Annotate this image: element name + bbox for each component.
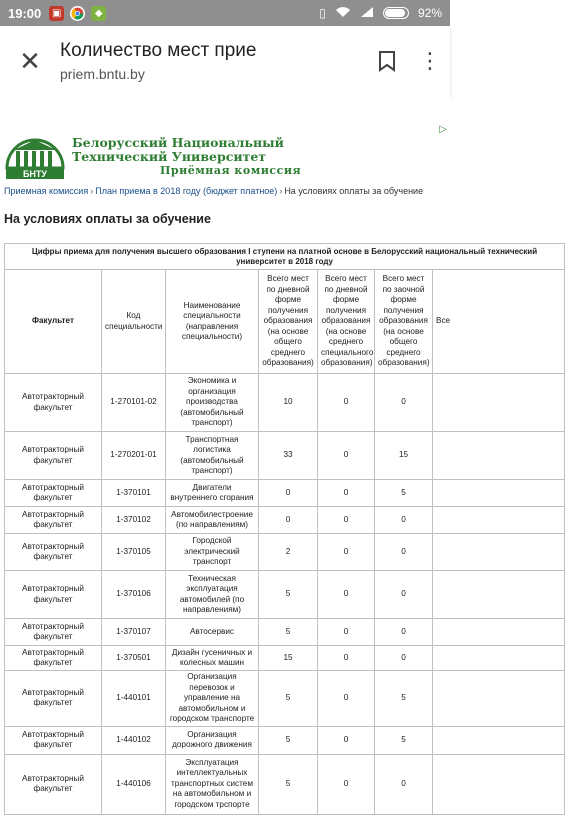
breadcrumb-current: На условиях оплаты за обучение <box>284 186 424 196</box>
vibrate-icon: ▯ <box>319 6 326 20</box>
table-caption: Цифры приема для получения высшего образования I ступени на платной основе в Белорусский национальный технический университет в 2018 году <box>5 244 565 270</box>
cell-specialty: Организация перевозок и управление на автомобильном и городском транспорте <box>166 671 259 727</box>
battery-percent: 92% <box>417 6 442 20</box>
cell-day-general: 5 <box>259 619 318 646</box>
cell-day-special: 0 <box>318 507 375 534</box>
cell-faculty: Автотракторный факультет <box>5 374 102 432</box>
university-name <box>72 136 284 164</box>
col-header-day-special: Всего мест по дневной форме получения образования (на основе среднего специального образования) <box>318 270 375 374</box>
page-heading: На условиях оплаты за обучение <box>4 212 211 226</box>
cell-code: 1-440106 <box>102 754 166 814</box>
chrome-icon <box>70 6 85 21</box>
table-row <box>5 619 565 646</box>
cell-specialty: Техническая эксплуатация автомобилей (по направлениям) <box>166 571 259 619</box>
cell-specialty: Двигатели внутреннего сгорания <box>166 480 259 507</box>
cell-specialty: Автосервис <box>166 619 259 646</box>
breadcrumb-separator: › <box>279 186 283 196</box>
admissions-subtitle: Приёмная комиссия <box>160 164 302 177</box>
cell-day-general: 10 <box>259 374 318 432</box>
cell-faculty: Автотракторный факультет <box>5 619 102 646</box>
cell-more <box>433 507 565 534</box>
cell-day-special: 0 <box>318 571 375 619</box>
cell-extramural-general: 5 <box>375 480 433 507</box>
cell-specialty: Экономика и организация производства (автомобильный транспорт) <box>166 374 259 432</box>
cell-day-special: 0 <box>318 534 375 571</box>
breadcrumb <box>4 186 423 196</box>
cell-extramural-general: 0 <box>375 534 433 571</box>
cell-code: 1-370107 <box>102 619 166 646</box>
cell-day-general: 5 <box>259 754 318 814</box>
cell-extramural-general: 15 <box>375 432 433 480</box>
admission-table-wrapper[interactable] <box>4 243 538 815</box>
status-time: 19:00 <box>8 5 42 21</box>
cell-specialty: Организация дорожного движения <box>166 726 259 754</box>
cell-day-general: 5 <box>259 671 318 727</box>
cell-more <box>433 726 565 754</box>
table-row <box>5 507 565 534</box>
cell-specialty: Эксплуатация интеллектуальных транспортных систем на автомобильном и городском трспорте <box>166 754 259 814</box>
battery-icon <box>383 7 409 19</box>
cell-day-general: 2 <box>259 534 318 571</box>
cell-faculty: Автотракторный факультет <box>5 432 102 480</box>
admission-table <box>4 243 565 815</box>
cell-extramural-general: 5 <box>375 671 433 727</box>
site-header[interactable] <box>0 130 450 182</box>
cell-more <box>433 534 565 571</box>
cell-extramural-general: 0 <box>375 571 433 619</box>
status-bar <box>0 0 450 26</box>
table-row <box>5 726 565 754</box>
cell-code: 1-370501 <box>102 646 166 671</box>
col-header-extramural-general: Всего мест по заочной форме получения образования (на основе общего среднего образования) <box>375 270 433 374</box>
custom-tab-toolbar <box>0 26 450 96</box>
table-row <box>5 432 565 480</box>
close-icon: ✕ <box>19 45 41 76</box>
cell-code: 1-440102 <box>102 726 166 754</box>
table-row <box>5 754 565 814</box>
cell-code: 1-370106 <box>102 571 166 619</box>
bookmark-button[interactable] <box>364 26 410 96</box>
cell-faculty: Автотракторный факультет <box>5 480 102 507</box>
page-title-bar: Количество мест прие <box>60 40 257 61</box>
more-vert-icon: ⋮ <box>419 48 441 73</box>
more-menu-button[interactable] <box>410 26 450 96</box>
bookmark-icon <box>378 50 396 72</box>
cell-faculty: Автотракторный факультет <box>5 754 102 814</box>
cell-more <box>433 480 565 507</box>
cell-specialty: Автомобилестроение (по направлениям) <box>166 507 259 534</box>
table-row <box>5 534 565 571</box>
cell-code: 1-270101-02 <box>102 374 166 432</box>
bntu-logo-emblem <box>4 134 66 180</box>
logo-line-1: Белорусский Национальный <box>72 135 284 150</box>
cell-faculty: Автотракторный факультет <box>5 571 102 619</box>
cell-code: 1-270201-01 <box>102 432 166 480</box>
cell-code: 1-370105 <box>102 534 166 571</box>
cell-specialty: Транспортная логистика (автомобильный транспорт) <box>166 432 259 480</box>
cell-day-special: 0 <box>318 480 375 507</box>
logo-badge: БНТУ <box>22 169 48 179</box>
cell-extramural-general: 0 <box>375 374 433 432</box>
cell-extramural-general: 0 <box>375 619 433 646</box>
cell-code: 1-370102 <box>102 507 166 534</box>
cell-faculty: Автотракторный факультет <box>5 507 102 534</box>
cell-day-general: 0 <box>259 480 318 507</box>
cell-more <box>433 671 565 727</box>
cell-day-special: 0 <box>318 619 375 646</box>
wifi-icon <box>335 6 351 21</box>
page-url: priem.bntu.by <box>60 66 145 82</box>
table-row <box>5 374 565 432</box>
cell-specialty: Дизайн гусеничных и колесных машин <box>166 646 259 671</box>
col-header-day-general: Всего мест по дневной форме получения образования (на основе общего среднего образования) <box>259 270 318 374</box>
col-header-code: Код специальности <box>102 270 166 374</box>
col-header-specialty: Наименование специальности (направления специальности) <box>166 270 259 374</box>
breadcrumb-admissions[interactable]: Приемная комиссия <box>4 186 89 196</box>
col-header-faculty: Факультет <box>5 270 102 374</box>
signal-icon <box>360 6 374 21</box>
cell-more <box>433 571 565 619</box>
table-row <box>5 571 565 619</box>
cell-day-special: 0 <box>318 374 375 432</box>
cell-code: 1-370101 <box>102 480 166 507</box>
cell-extramural-general: 0 <box>375 754 433 814</box>
cell-faculty: Автотракторный факультет <box>5 671 102 727</box>
breadcrumb-separator: › <box>90 186 94 196</box>
cell-faculty: Автотракторный факультет <box>5 726 102 754</box>
breadcrumb-plan-2018[interactable]: План приема в 2018 году (бюджет платное) <box>95 186 278 196</box>
cell-day-general: 5 <box>259 726 318 754</box>
cell-more <box>433 619 565 646</box>
cell-day-special: 0 <box>318 646 375 671</box>
web-page <box>0 96 538 809</box>
table-row <box>5 646 565 671</box>
cell-extramural-general: 0 <box>375 507 433 534</box>
cell-faculty: Автотракторный факультет <box>5 646 102 671</box>
cell-day-general: 15 <box>259 646 318 671</box>
cell-more <box>433 646 565 671</box>
cell-specialty: Городской электрический транспорт <box>166 534 259 571</box>
close-button[interactable] <box>0 26 60 96</box>
cell-more <box>433 374 565 432</box>
logo-line-2: Технический Университет <box>72 149 267 164</box>
cell-day-general: 33 <box>259 432 318 480</box>
cell-day-general: 0 <box>259 507 318 534</box>
ad-choices-icon[interactable]: ▷ <box>439 124 447 135</box>
cell-day-special: 0 <box>318 754 375 814</box>
cell-day-special: 0 <box>318 671 375 727</box>
wallet-icon: ◆ <box>91 6 106 21</box>
cell-day-general: 5 <box>259 571 318 619</box>
col-header-more: Все <box>433 270 565 374</box>
cell-more <box>433 432 565 480</box>
cell-day-special: 0 <box>318 726 375 754</box>
cell-extramural-general: 0 <box>375 646 433 671</box>
cell-more <box>433 754 565 814</box>
tab-titles <box>60 40 364 82</box>
cell-faculty: Автотракторный факультет <box>5 534 102 571</box>
cell-day-special: 0 <box>318 432 375 480</box>
table-row <box>5 671 565 727</box>
table-row <box>5 480 565 507</box>
table-body <box>5 374 565 815</box>
notification-icon: ▣ <box>49 6 64 21</box>
cell-code: 1-440101 <box>102 671 166 727</box>
cell-extramural-general: 5 <box>375 726 433 754</box>
